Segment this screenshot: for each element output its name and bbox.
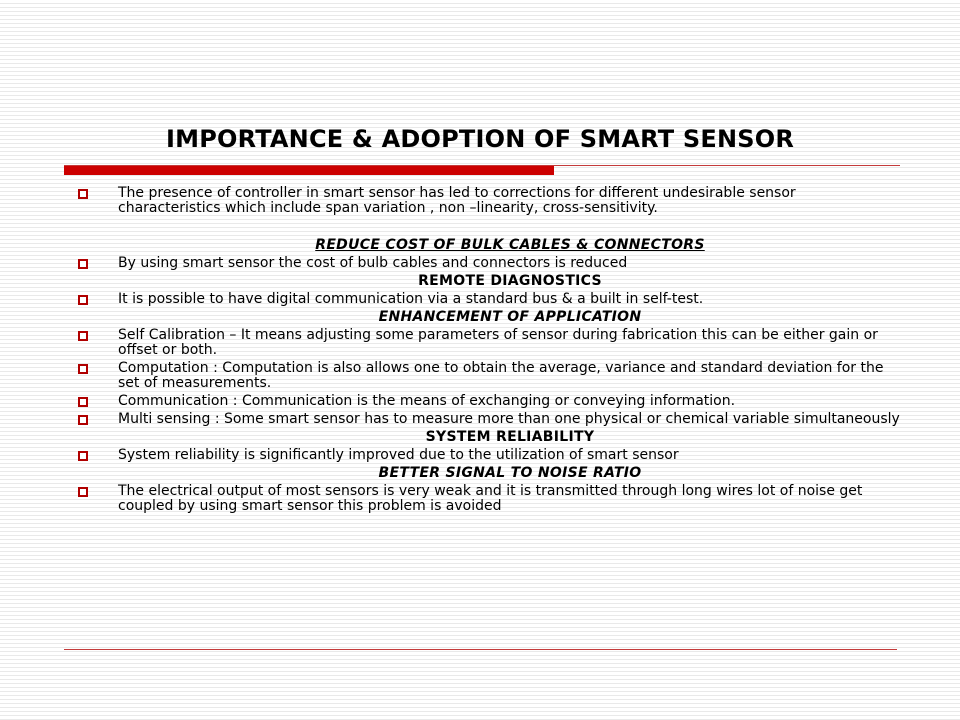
- section-heading: [72, 466, 902, 481]
- list-item: [72, 256, 902, 271]
- section-heading-text: REDUCE COST OF BULK CABLES & CONNECTORS: [315, 237, 705, 253]
- square-bullet-icon: [78, 259, 88, 269]
- list-item-text: By using smart sensor the cost of bulb cables and connectors is reduced: [118, 255, 628, 271]
- section-heading: [72, 310, 902, 325]
- section-heading: [72, 430, 902, 445]
- list-item: [72, 292, 902, 307]
- section-heading-text: ENHANCEMENT OF APPLICATION: [378, 309, 642, 325]
- square-bullet-icon: [78, 487, 88, 497]
- square-bullet-icon: [78, 189, 88, 199]
- list-item-text: Communication : Communication is the means of exchanging or conveying information.: [118, 393, 736, 409]
- list-item: [72, 448, 902, 463]
- list-item-text: Self Calibration – It means adjusting some parameters of sensor during fabrication this can be either gain or offset or both.: [118, 327, 878, 358]
- list-item: [72, 394, 902, 409]
- section-heading: [72, 238, 902, 253]
- spacer: [72, 219, 902, 238]
- list-item-text: It is possible to have digital communication via a standard bus & a built in self-test.: [118, 291, 704, 307]
- square-bullet-icon: [78, 331, 88, 341]
- slide-content: [72, 186, 902, 517]
- footer-divider: [64, 649, 897, 650]
- list-item: [72, 412, 902, 427]
- square-bullet-icon: [78, 364, 88, 374]
- intro-text: The presence of controller in smart sensor has led to corrections for different undesirable sensor characteristics which include span variation , non –linearity, cross-sensitivity.: [118, 185, 796, 216]
- list-item-text: Multi sensing : Some smart sensor has to measure more than one physical or chemical variable simultaneously: [118, 411, 900, 427]
- list-item: [72, 484, 902, 514]
- list-item: [72, 186, 902, 216]
- section-heading-text: REMOTE DIAGNOSTICS: [418, 273, 602, 289]
- title-divider-accent: [64, 166, 554, 175]
- list-item-text: Computation : Computation is also allows one to obtain the average, variance and standard deviation for the set of measurements.: [118, 360, 884, 391]
- page-title: IMPORTANCE & ADOPTION OF SMART SENSOR: [165, 125, 794, 153]
- square-bullet-icon: [78, 415, 88, 425]
- list-item: [72, 328, 902, 358]
- list-item: [72, 361, 902, 391]
- section-heading: [72, 274, 902, 289]
- list-item-text: System reliability is significantly improved due to the utilization of smart sensor: [118, 447, 679, 463]
- list-item-text: The electrical output of most sensors is very weak and it is transmitted through long wires lot of noise get coupled by using smart sensor this problem is avoided: [118, 483, 863, 514]
- square-bullet-icon: [78, 295, 88, 305]
- square-bullet-icon: [78, 397, 88, 407]
- section-heading-text: SYSTEM RELIABILITY: [425, 429, 595, 445]
- square-bullet-icon: [78, 451, 88, 461]
- section-heading-text: BETTER SIGNAL TO NOISE RATIO: [378, 465, 642, 481]
